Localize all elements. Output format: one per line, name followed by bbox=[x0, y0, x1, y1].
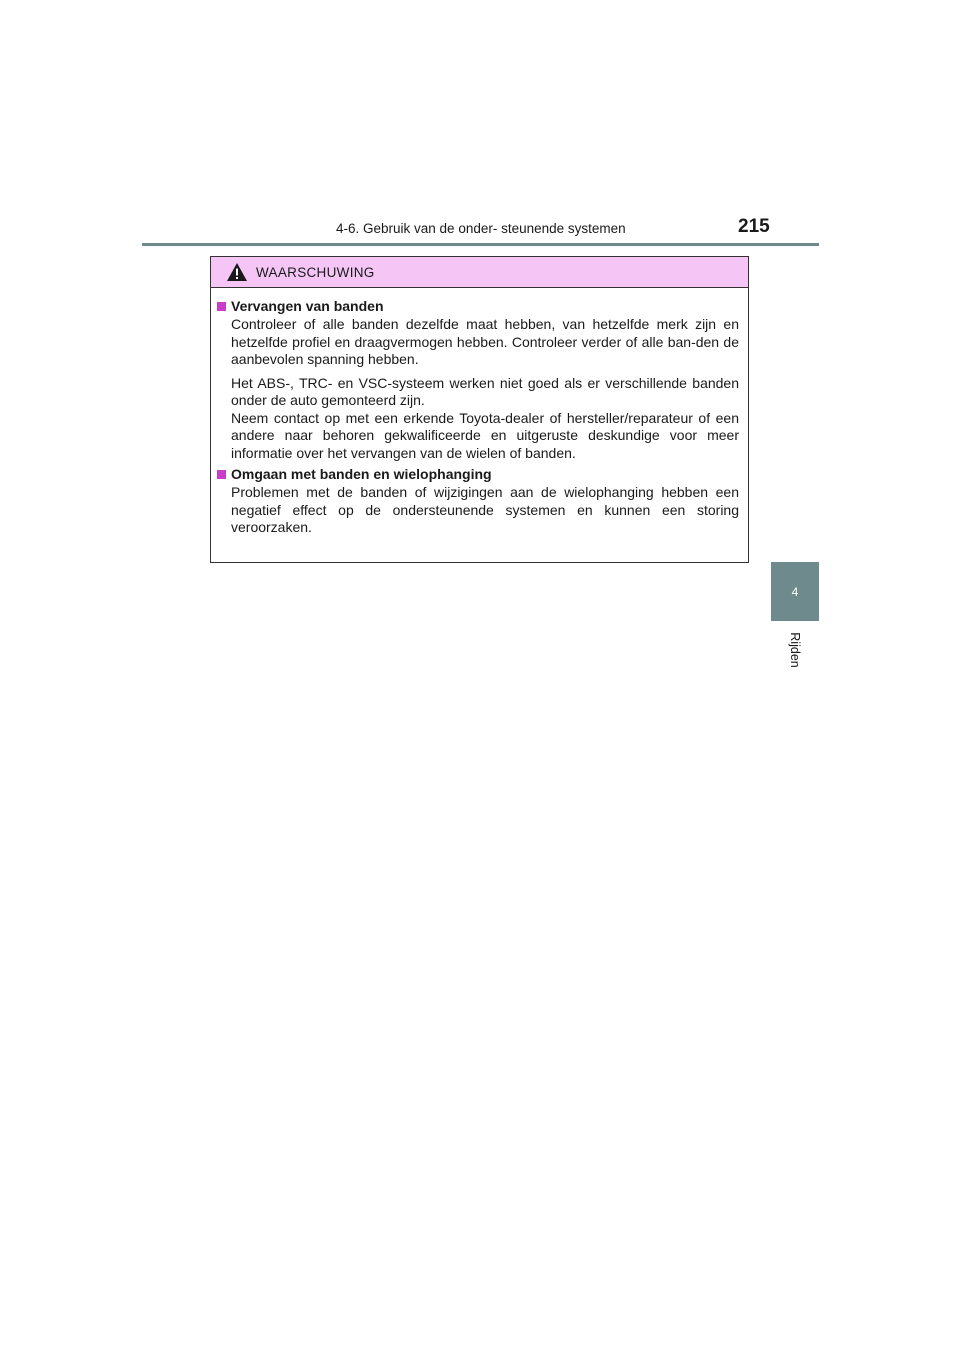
warning-body bbox=[211, 288, 748, 537]
item-paragraph: Het ABS-, TRC- en VSC-systeem werken niet goed als er verschillende banden onder de auto gemonteerd zijn. bbox=[231, 374, 739, 408]
chapter-number: 4 bbox=[791, 584, 799, 599]
item-paragraph: Neem contact op met een erkende Toyota-dealer of hersteller/reparateur of een andere naar behoren gekwalificeerde en uitgeruste deskundige voor meer informatie over het vervangen van de wielen of banden. bbox=[231, 409, 739, 461]
chapter-label: Rijden bbox=[788, 632, 802, 668]
warning-item-suspension bbox=[217, 466, 739, 537]
warning-item-tires bbox=[217, 298, 739, 462]
warning-triangle-icon bbox=[226, 262, 248, 282]
warning-header bbox=[211, 257, 748, 288]
item-heading bbox=[217, 466, 739, 483]
item-paragraph: Problemen met de banden of wijzigingen aan de wielophanging hebben een negatief effect op de ondersteunende systemen en kunnen een storing veroorzaken. bbox=[231, 484, 739, 535]
item-heading-text: Vervangen van banden bbox=[231, 298, 384, 314]
section-title: 4-6. Gebruik van de onder- steunende systemen bbox=[336, 221, 626, 236]
warning-box bbox=[210, 256, 749, 563]
header-rule bbox=[142, 243, 819, 246]
chapter-tab bbox=[771, 562, 819, 621]
item-heading-text: Omgaan met banden en wielophanging bbox=[231, 466, 492, 482]
bullet-square-icon bbox=[217, 470, 226, 479]
item-heading bbox=[217, 298, 739, 315]
page-number: 215 bbox=[738, 216, 770, 237]
bullet-square-icon bbox=[217, 302, 226, 311]
item-paragraph: Controleer of alle banden dezelfde maat hebben, van hetzelfde merk zijn en hetzelfde profiel en draagvermogen hebben. Controleer verder of alle ban-den de aanbevolen spanning hebben. bbox=[231, 316, 739, 367]
warning-title: WAARSCHUWING bbox=[256, 264, 375, 280]
